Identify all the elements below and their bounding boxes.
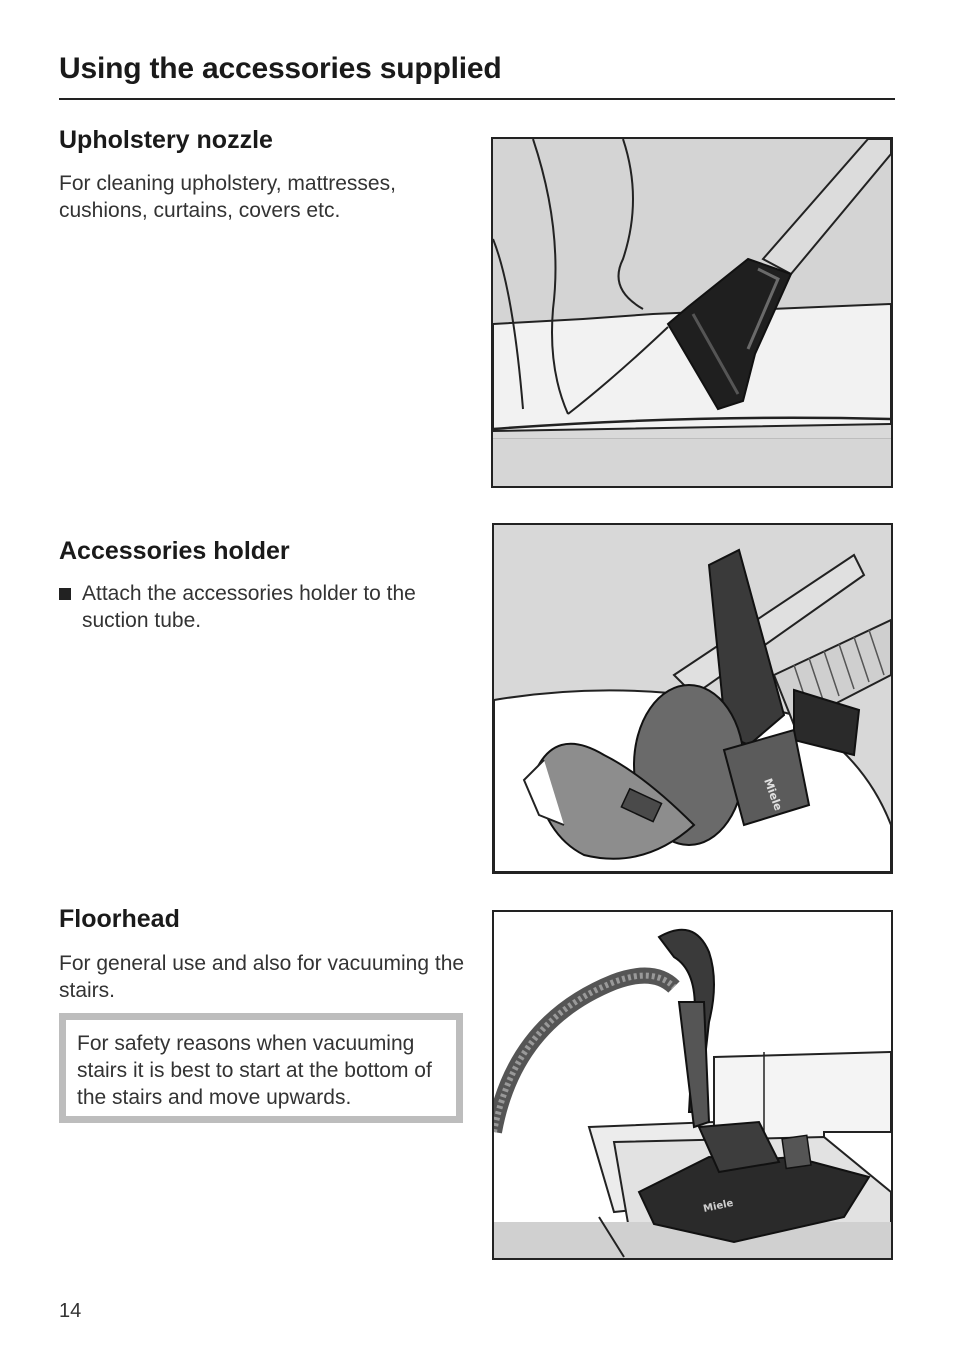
safety-note-box <box>59 1013 463 1123</box>
upholstery-nozzle-description: For cleaning upholstery, mattresses, cushions, curtains, covers etc. <box>59 172 396 222</box>
page-number: 14 <box>59 1300 82 1322</box>
holder-logo: Miele <box>761 776 785 813</box>
title-divider <box>59 98 895 100</box>
floorhead-logo: Miele <box>702 1197 735 1215</box>
page-title: Using the accessories supplied <box>59 52 502 85</box>
safety-note-text: For safety reasons when vacuuming stairs it is best to start at the bottom of the stairs and move upwards. <box>77 1032 432 1109</box>
floorhead-illustration <box>492 910 893 1260</box>
floorhead-description: For general use and also for vacuuming the stairs. <box>59 952 465 1002</box>
accessories-holder-heading: Accessories holder <box>59 537 290 565</box>
accessories-holder-bullet-text: Attach the accessories holder to the suction tube. <box>82 582 416 632</box>
upholstery-nozzle-heading: Upholstery nozzle <box>59 126 273 154</box>
upholstery-nozzle-illustration <box>491 137 893 488</box>
accessories-holder-illustration <box>492 523 893 874</box>
floorhead-heading: Floorhead <box>59 905 180 933</box>
bullet-square-icon <box>59 588 71 600</box>
